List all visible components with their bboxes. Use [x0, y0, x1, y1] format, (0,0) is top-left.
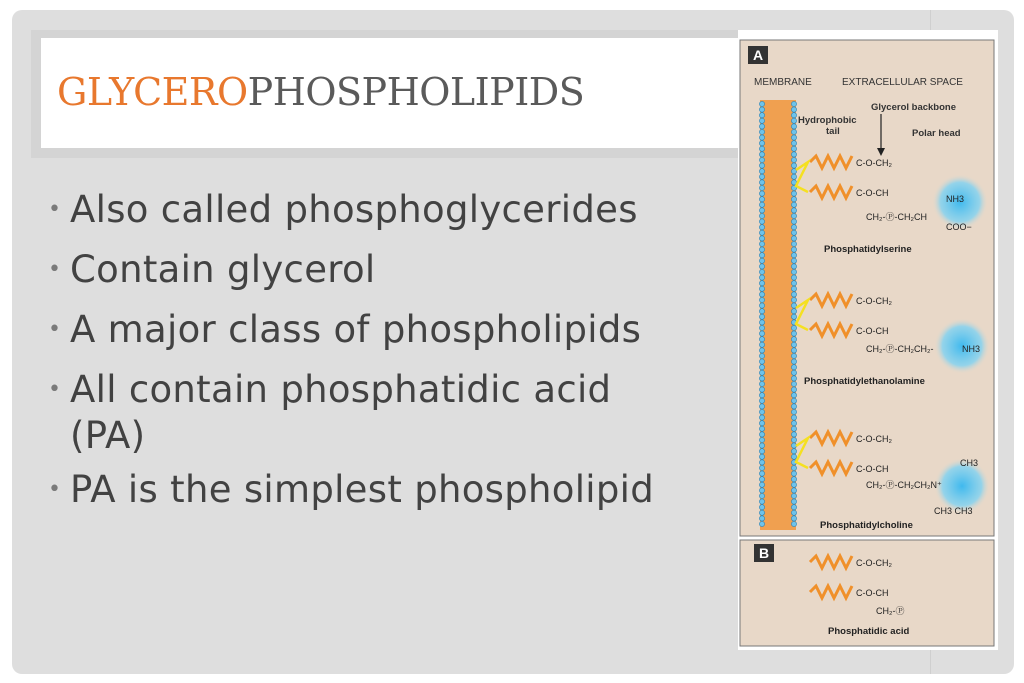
title-box [31, 30, 791, 158]
chem-text: C-O-CH [856, 326, 889, 336]
membrane-head-bead [791, 449, 796, 454]
membrane-head-bead [791, 353, 796, 358]
membrane-head-bead [759, 353, 764, 358]
membrane-head-bead [759, 460, 764, 465]
membrane-head-bead [791, 325, 796, 330]
membrane-head-bead [791, 365, 796, 370]
membrane-head-bead [791, 421, 796, 426]
membrane-head-bead [759, 208, 764, 213]
ethanolamine-nh3: NH3 [962, 344, 981, 354]
membrane-head-bead [759, 152, 764, 157]
membrane-head-bead [759, 376, 764, 381]
membrane-head-bead [759, 477, 764, 482]
molecule-label: Phosphatidylethanolamine [804, 376, 925, 387]
membrane-head-bead [759, 303, 764, 308]
membrane-head-bead [791, 247, 796, 252]
membrane-head-bead [791, 488, 796, 493]
membrane-head-bead [791, 275, 796, 280]
title-inner [41, 38, 791, 148]
membrane-head-bead [759, 135, 764, 140]
membrane-head-bead [759, 309, 764, 314]
figure-svg [738, 30, 998, 650]
membrane-head-bead [791, 141, 796, 146]
membrane-head-bead [791, 174, 796, 179]
phospholipid-figure [738, 30, 998, 650]
membrane-head-bead [759, 454, 764, 459]
membrane-head-bead [759, 421, 764, 426]
membrane-head-bead [791, 404, 796, 409]
membrane-head-bead [791, 101, 796, 106]
membrane-head-bead [759, 426, 764, 431]
membrane-head-bead [759, 191, 764, 196]
membrane-head-bead [759, 286, 764, 291]
membrane-head-bead [759, 409, 764, 414]
bullet-dot: • [48, 197, 62, 222]
glycerol-backbone-label: Glycerol backbone [871, 102, 957, 113]
bullet-text: Also called phosphoglycerides [70, 188, 638, 231]
membrane-head-bead [791, 213, 796, 218]
membrane-head-bead [791, 521, 796, 526]
bullet-dot: • [48, 377, 62, 402]
membrane-head-bead [759, 264, 764, 269]
membrane-head-bead [759, 169, 764, 174]
membrane-head-bead [759, 163, 764, 168]
membrane-head-bead [791, 415, 796, 420]
bullet-item [46, 180, 736, 240]
chem-text: C-O-CH₂ [856, 558, 892, 568]
chem-text: CH₂-Ⓟ [876, 606, 905, 616]
membrane-head-bead [759, 275, 764, 280]
membrane-head-bead [759, 113, 764, 118]
chem-text: C-O-CH₂ [856, 296, 892, 306]
membrane-head-bead [791, 135, 796, 140]
membrane-head-bead [759, 449, 764, 454]
membrane-head-bead [759, 269, 764, 274]
membrane-head-bead [791, 230, 796, 235]
membrane-head-bead [759, 465, 764, 470]
membrane-head-bead [759, 101, 764, 106]
membrane-head-bead [791, 437, 796, 442]
bullet-text: Contain glycerol [70, 248, 376, 291]
panel-a-label: A [752, 47, 764, 63]
membrane-head-bead [791, 510, 796, 515]
membrane-head-bead [759, 471, 764, 476]
membrane-head-bead [759, 107, 764, 112]
membrane-head-bead [759, 180, 764, 185]
membrane-head-bead [759, 247, 764, 252]
membrane-head-bead [759, 370, 764, 375]
chem-text: CH₂-Ⓟ-CH₂CH₂N⁺ [866, 480, 942, 490]
tail-label: tail [826, 126, 840, 137]
chem-text: CH₂-Ⓟ-CH₂CH [866, 212, 927, 222]
membrane-head-bead [759, 314, 764, 319]
membrane-head-bead [759, 437, 764, 442]
title-part-2: PHOSPHOLIPIDS [247, 70, 585, 114]
serine-nh3: NH3 [946, 194, 965, 204]
membrane-head-bead [791, 264, 796, 269]
membrane-head-bead [791, 454, 796, 459]
membrane-head-bead [791, 359, 796, 364]
extracellular-label: EXTRACELLULAR SPACE [842, 77, 963, 88]
membrane-head-bead [791, 331, 796, 336]
membrane-head-bead [791, 107, 796, 112]
membrane-head-bead [791, 241, 796, 246]
membrane-head-bead [791, 426, 796, 431]
bullet-text: PA is the simplest phospholipid [70, 468, 655, 511]
membrane-head-bead [759, 141, 764, 146]
membrane-head-bead [759, 258, 764, 263]
membrane-head-bead [759, 381, 764, 386]
membrane-head-bead [759, 521, 764, 526]
molecule-label: Phosphatidylcholine [820, 520, 913, 531]
membrane-head-bead [759, 359, 764, 364]
membrane-head-bead [791, 482, 796, 487]
membrane-head-bead [791, 197, 796, 202]
membrane-head-bead [759, 393, 764, 398]
membrane-head-bead [791, 381, 796, 386]
membrane-head-bead [791, 337, 796, 342]
membrane-head-bead [791, 225, 796, 230]
membrane-head-bead [791, 370, 796, 375]
membrane-head-bead [791, 471, 796, 476]
membrane-head-bead [791, 208, 796, 213]
membrane-head-bead [759, 325, 764, 330]
membrane-head-bead [759, 415, 764, 420]
membrane-head-bead [759, 157, 764, 162]
bullet-item [46, 460, 736, 520]
membrane-head-bead [791, 292, 796, 297]
membrane-head-bead [759, 337, 764, 342]
membrane-head-bead [791, 191, 796, 196]
membrane-head-bead [791, 269, 796, 274]
membrane-head-bead [791, 499, 796, 504]
membrane-head-bead [759, 443, 764, 448]
bullet-item [46, 240, 736, 300]
chem-text: C-O-CH [856, 188, 889, 198]
membrane-head-bead [759, 432, 764, 437]
membrane-head-bead [791, 297, 796, 302]
molecule-label: Phosphatidic acid [828, 626, 910, 637]
membrane-head-bead [759, 118, 764, 123]
membrane-head-bead [759, 505, 764, 510]
membrane-head-bead [791, 118, 796, 123]
membrane-head-bead [791, 432, 796, 437]
membrane-head-bead [791, 505, 796, 510]
membrane-head-bead [791, 124, 796, 129]
membrane-core [760, 100, 796, 530]
slide-title [57, 70, 584, 114]
membrane-head-bead [791, 286, 796, 291]
membrane-head-bead [759, 499, 764, 504]
membrane-head-bead [791, 465, 796, 470]
membrane-head-bead [759, 387, 764, 392]
membrane-head-bead [791, 258, 796, 263]
membrane-head-bead [759, 236, 764, 241]
membrane-head-bead [791, 398, 796, 403]
membrane-head-bead [759, 348, 764, 353]
membrane-head-bead [759, 488, 764, 493]
membrane-head-bead [759, 292, 764, 297]
membrane-head-bead [759, 225, 764, 230]
membrane-head-bead [791, 157, 796, 162]
membrane-head-bead [791, 113, 796, 118]
membrane-head-bead [791, 129, 796, 134]
membrane-head-bead [759, 197, 764, 202]
membrane-head-bead [759, 241, 764, 246]
panel-b-label: B [758, 545, 770, 561]
chem-text: CH₂-Ⓟ-CH₂CH₂- [866, 344, 934, 354]
membrane-head-bead [791, 409, 796, 414]
bullet-item [46, 360, 736, 460]
membrane-head-bead [759, 331, 764, 336]
membrane-head-bead [759, 185, 764, 190]
serine-coo: COO− [946, 222, 972, 232]
membrane-head-bead [791, 219, 796, 224]
membrane-head-bead [791, 493, 796, 498]
choline-ch3: CH3 [960, 458, 979, 468]
membrane-head-bead [759, 129, 764, 134]
membrane-head-bead [759, 342, 764, 347]
bullet-continuation: (PA) [70, 414, 146, 457]
membrane-head-bead [759, 219, 764, 224]
membrane-label: MEMBRANE [754, 77, 812, 88]
membrane-head-bead [791, 163, 796, 168]
hydrophobic-label: Hydrophobic [798, 115, 857, 126]
membrane-head-bead [791, 314, 796, 319]
membrane-head-bead [759, 281, 764, 286]
bullet-text: A major class of phospholipids [70, 308, 642, 351]
membrane-head-bead [759, 297, 764, 302]
membrane-head-bead [791, 309, 796, 314]
membrane-head-bead [759, 213, 764, 218]
membrane-head-bead [791, 253, 796, 258]
membrane-head-bead [759, 124, 764, 129]
bullet-dot: • [48, 317, 62, 342]
membrane-head-bead [791, 393, 796, 398]
membrane-head-bead [791, 152, 796, 157]
membrane-head-bead [759, 398, 764, 403]
chem-text: C-O-CH₂ [856, 158, 892, 168]
choline-ch3-pair: CH3 CH3 [934, 506, 973, 516]
membrane-head-bead [759, 253, 764, 258]
membrane-head-bead [759, 482, 764, 487]
membrane-head-bead [759, 516, 764, 521]
membrane-head-bead [791, 146, 796, 151]
molecule-label: Phosphatidylserine [824, 244, 912, 255]
membrane-head-bead [759, 510, 764, 515]
bullet-dot: • [48, 477, 62, 502]
membrane-head-bead [759, 365, 764, 370]
chem-text: C-O-CH [856, 588, 889, 598]
membrane-head-bead [791, 202, 796, 207]
membrane-head-bead [759, 493, 764, 498]
membrane-head-bead [791, 477, 796, 482]
membrane-head-bead [791, 342, 796, 347]
membrane-head-bead [759, 202, 764, 207]
membrane-head-bead [791, 236, 796, 241]
membrane-head-bead [791, 281, 796, 286]
membrane-head-bead [759, 146, 764, 151]
title-part-1: GLYCERO [57, 70, 248, 114]
bullet-list [46, 180, 736, 520]
membrane-head-bead [791, 387, 796, 392]
membrane-head-bead [759, 320, 764, 325]
membrane-head-bead [759, 230, 764, 235]
membrane-head-bead [791, 516, 796, 521]
membrane-head-bead [759, 404, 764, 409]
polar-head-label: Polar head [912, 128, 961, 139]
bullet-text: All contain phosphatidic acid [70, 368, 612, 411]
bullet-dot: • [48, 257, 62, 282]
chem-text: C-O-CH [856, 464, 889, 474]
membrane-head-bead [759, 174, 764, 179]
bullet-item [46, 300, 736, 360]
chem-text: C-O-CH₂ [856, 434, 892, 444]
membrane-head-bead [791, 348, 796, 353]
membrane-head-bead [791, 376, 796, 381]
